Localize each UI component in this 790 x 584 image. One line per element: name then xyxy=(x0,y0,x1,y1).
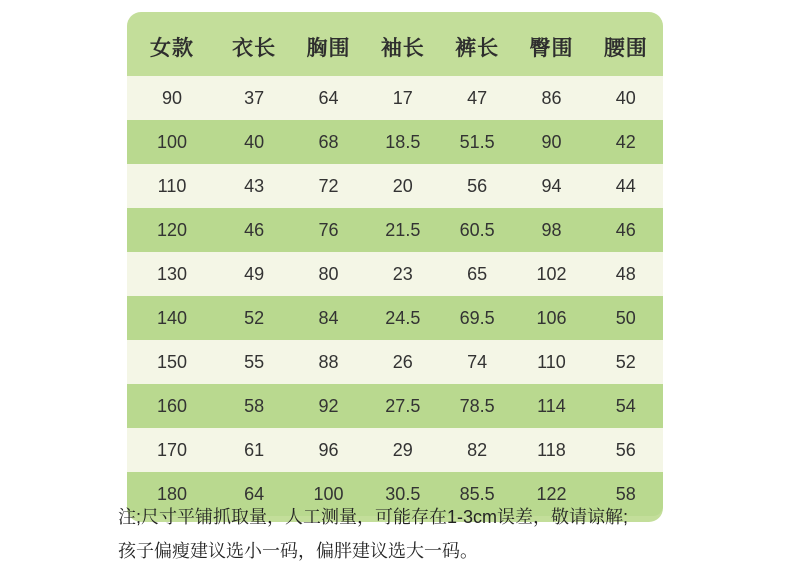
cell-length: 58 xyxy=(217,384,291,428)
cell-waist: 54 xyxy=(589,384,663,428)
cell-bust: 96 xyxy=(291,428,365,472)
cell-waist: 48 xyxy=(589,252,663,296)
table-row xyxy=(127,76,663,120)
cell-hip: 122 xyxy=(514,472,588,516)
cell-hip: 106 xyxy=(514,296,588,340)
cell-bust: 92 xyxy=(291,384,365,428)
cell-size: 120 xyxy=(127,208,217,252)
column-header-hip: 臀围 xyxy=(529,37,574,60)
column-header-sleeve: 袖长 xyxy=(380,37,425,60)
cell-pants-length: 65 xyxy=(440,252,514,296)
cell-waist: 40 xyxy=(589,76,663,120)
cell-sleeve: 27.5 xyxy=(366,384,440,428)
cell-pants-length: 85.5 xyxy=(440,472,514,516)
cell-pants-length: 47 xyxy=(440,76,514,120)
cell-size: 130 xyxy=(127,252,217,296)
cell-sleeve: 23 xyxy=(366,252,440,296)
cell-hip: 98 xyxy=(514,208,588,252)
cell-hip: 90 xyxy=(514,120,588,164)
cell-pants-length: 69.5 xyxy=(440,296,514,340)
column-header-pants-length: 裤长 xyxy=(455,37,500,60)
cell-size: 160 xyxy=(127,384,217,428)
cell-bust: 100 xyxy=(291,472,365,516)
cell-waist: 44 xyxy=(589,164,663,208)
column-header-bust: 胸围 xyxy=(306,37,351,60)
cell-sleeve: 20 xyxy=(366,164,440,208)
cell-waist: 52 xyxy=(589,340,663,384)
note-line-2: 孩子偏瘦建议选小一码，偏胖建议选大一码。 xyxy=(118,541,478,561)
column-header-length: 衣长 xyxy=(232,37,277,60)
cell-bust: 72 xyxy=(291,164,365,208)
cell-pants-length: 74 xyxy=(440,340,514,384)
cell-hip: 94 xyxy=(514,164,588,208)
cell-length: 49 xyxy=(217,252,291,296)
cell-waist: 50 xyxy=(589,296,663,340)
cell-hip: 102 xyxy=(514,252,588,296)
cell-waist: 58 xyxy=(589,472,663,516)
cell-waist: 46 xyxy=(589,208,663,252)
cell-sleeve: 21.5 xyxy=(366,208,440,252)
column-header-waist: 腰围 xyxy=(603,37,648,60)
note-line-1: 注;尺寸平铺抓取量，人工测量，可能存在1-3cm误差，敬请谅解; xyxy=(118,507,629,527)
cell-length: 37 xyxy=(217,76,291,120)
cell-hip: 118 xyxy=(514,428,588,472)
cell-pants-length: 56 xyxy=(440,164,514,208)
cell-size: 150 xyxy=(127,340,217,384)
table-row xyxy=(127,296,663,340)
size-table-card xyxy=(127,12,663,522)
column-header-style: 女款 xyxy=(150,37,194,60)
cell-bust: 88 xyxy=(291,340,365,384)
cell-length: 55 xyxy=(217,340,291,384)
table-header-row xyxy=(127,18,663,76)
cell-sleeve: 17 xyxy=(366,76,440,120)
cell-waist: 56 xyxy=(589,428,663,472)
table-row xyxy=(127,340,663,384)
cell-size: 180 xyxy=(127,472,217,516)
size-table xyxy=(127,18,663,516)
cell-hip: 86 xyxy=(514,76,588,120)
cell-length: 64 xyxy=(217,472,291,516)
cell-bust: 68 xyxy=(291,120,365,164)
cell-length: 40 xyxy=(217,120,291,164)
table-row xyxy=(127,384,663,428)
cell-length: 43 xyxy=(217,164,291,208)
measurement-notes xyxy=(118,500,718,568)
cell-bust: 80 xyxy=(291,252,365,296)
cell-length: 61 xyxy=(217,428,291,472)
cell-pants-length: 60.5 xyxy=(440,208,514,252)
cell-bust: 84 xyxy=(291,296,365,340)
table-row xyxy=(127,208,663,252)
cell-bust: 76 xyxy=(291,208,365,252)
cell-sleeve: 30.5 xyxy=(366,472,440,516)
cell-pants-length: 78.5 xyxy=(440,384,514,428)
cell-size: 90 xyxy=(127,76,217,120)
cell-length: 52 xyxy=(217,296,291,340)
table-row xyxy=(127,428,663,472)
cell-sleeve: 18.5 xyxy=(366,120,440,164)
cell-pants-length: 51.5 xyxy=(440,120,514,164)
cell-hip: 110 xyxy=(514,340,588,384)
size-table-head xyxy=(127,18,663,76)
table-row xyxy=(127,120,663,164)
cell-size: 140 xyxy=(127,296,217,340)
cell-waist: 42 xyxy=(589,120,663,164)
cell-size: 100 xyxy=(127,120,217,164)
cell-size: 170 xyxy=(127,428,217,472)
cell-sleeve: 26 xyxy=(366,340,440,384)
cell-sleeve: 24.5 xyxy=(366,296,440,340)
cell-hip: 114 xyxy=(514,384,588,428)
cell-length: 46 xyxy=(217,208,291,252)
size-table-body xyxy=(127,76,663,516)
cell-size: 110 xyxy=(127,164,217,208)
cell-sleeve: 29 xyxy=(366,428,440,472)
table-row xyxy=(127,252,663,296)
cell-bust: 64 xyxy=(291,76,365,120)
cell-pants-length: 82 xyxy=(440,428,514,472)
table-row xyxy=(127,164,663,208)
